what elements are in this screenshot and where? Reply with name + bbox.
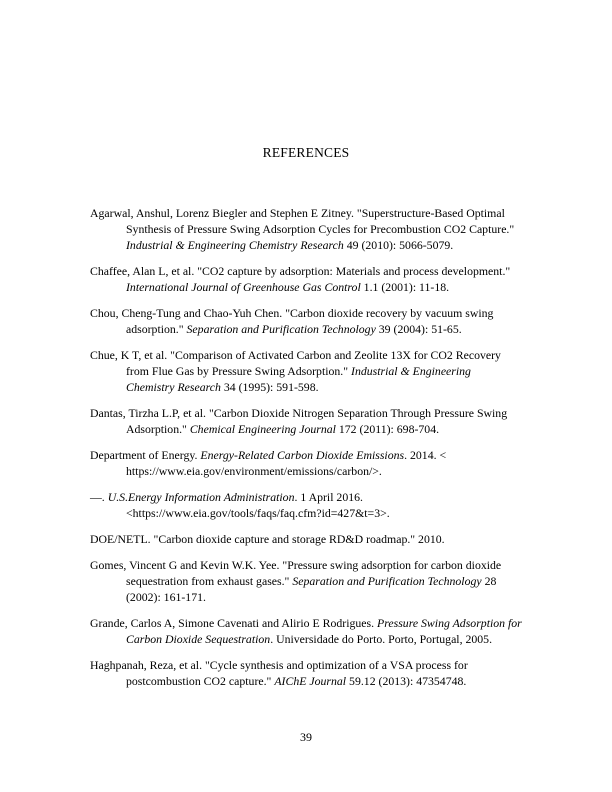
reference-entry <box>90 305 522 337</box>
reference-text: 59.12 (2013): 47354748. <box>346 674 467 688</box>
reference-text: . Universidade do Porto. Porto, Portugal, 2005. <box>270 632 493 646</box>
reference-text: 1.1 (2001): 11-18. <box>360 280 450 294</box>
reference-entry <box>90 557 522 605</box>
reference-text: Dantas, Tirzha L.P, et al. "Carbon Dioxide Nitrogen Separation Through Pressure Swing Adsorption." <box>90 406 508 436</box>
reference-entry <box>90 263 522 295</box>
reference-text: Haghpanah, Reza, et al. "Cycle synthesis and optimization of a VSA process for postcombustion CO2 capture." <box>90 658 468 688</box>
reference-text: Agarwal, Anshul, Lorenz Biegler and Stephen E Zitney. "Superstructure-Based Optimal Synthesis of Pressure Swing Adsorption Cycles for Precombustion CO2 Capture." <box>90 206 515 236</box>
reference-text: —. <box>90 490 108 504</box>
reference-text: Chue, K T, et al. "Comparison of Activated Carbon and Zeolite 13X for CO2 Recovery from Flue Gas by Pressure Swing Adsorption." <box>90 348 501 378</box>
reference-journal: International Journal of Greenhouse Gas Control <box>126 280 361 294</box>
reference-entry <box>90 531 522 547</box>
reference-text: Department of Energy. <box>90 448 201 462</box>
reference-text: DOE/NETL. "Carbon dioxide capture and storage RD&D roadmap." 2010. <box>90 532 445 546</box>
reference-text: Gomes, Vincent G and Kevin W.K. Yee. "Pressure swing adsorption for carbon dioxide sequestration from exhaust gases." <box>90 558 502 588</box>
reference-entry <box>90 615 522 647</box>
page-title: REFERENCES <box>262 145 350 160</box>
reference-text: 39 (2004): 51-65. <box>375 322 462 336</box>
reference-text: 49 (2010): 5066-5079. <box>343 238 454 252</box>
reference-text: Grande, Carlos A, Simone Cavenati and Alirio E Rodrigues. <box>90 616 378 630</box>
reference-text: . 1 April 2016. <https://www.eia.gov/tools/faqs/faq.cfm?id=427&t=3>. <box>126 490 390 520</box>
reference-entry <box>90 657 522 689</box>
reference-title: U.S.Energy Information Administration <box>107 490 295 504</box>
reference-journal: Separation and Purification Technology <box>292 574 482 588</box>
reference-entry <box>90 205 522 253</box>
reference-title: Energy-Related Carbon Dioxide Emissions <box>200 448 405 462</box>
reference-journal: AIChE Journal <box>274 674 347 688</box>
reference-text: . 2014. < https://www.eia.gov/environment/emissions/carbon/>. <box>126 448 447 478</box>
reference-text: 34 (1995): 591-598. <box>220 380 319 394</box>
reference-journal: Industrial & Engineering Chemistry Research <box>126 238 344 252</box>
reference-journal: Separation and Purification Technology <box>186 322 376 336</box>
reference-journal: Chemical Engineering Journal <box>189 422 336 436</box>
reference-text: Chaffee, Alan L, et al. "CO2 capture by adsorption: Materials and process development." <box>90 264 511 278</box>
reference-text: Chou, Cheng-Tung and Chao-Yuh Chen. "Carbon dioxide recovery by vacuum swing adsorption." <box>90 306 494 336</box>
reference-entry <box>90 405 522 437</box>
reference-entry <box>90 489 522 521</box>
page-number: 39 <box>300 730 312 744</box>
reference-list <box>90 205 522 699</box>
reference-entry <box>90 347 522 395</box>
reference-journal: Industrial & Engineering Chemistry Research <box>126 364 471 394</box>
reference-entry <box>90 447 522 479</box>
reference-text: 28 (2002): 161-171. <box>126 574 497 604</box>
reference-text: 172 (2011): 698-704. <box>335 422 440 436</box>
reference-title: Pressure Swing Adsorption for Carbon Dioxide Sequestration <box>126 616 522 646</box>
